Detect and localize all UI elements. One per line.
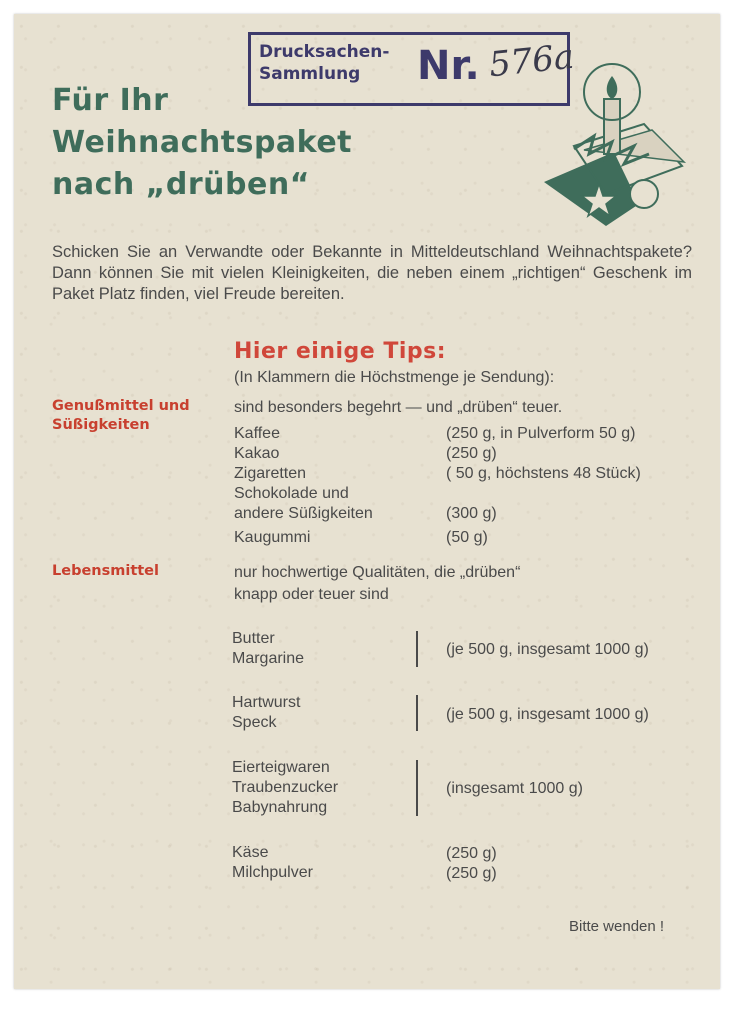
tips-title: Hier einige Tips: — [234, 339, 447, 364]
brace-icon — [416, 760, 428, 816]
headline-line-2: Weihnachtspaket — [52, 125, 352, 160]
brace-icon — [416, 695, 428, 731]
category-genussmittel-line2: Süßigkeiten — [52, 417, 150, 433]
stamp-nr: Nr. — [417, 43, 480, 89]
genuss-lead: sind besonders begehrt — und „drüben“ teuer. — [234, 399, 563, 416]
christmas-gift-illustration — [544, 54, 704, 229]
category-genussmittel — [52, 397, 190, 435]
lebensmittel-lead-line2: knapp oder teuer sind — [234, 586, 389, 603]
category-genussmittel-line1: Genußmittel und — [52, 398, 190, 414]
item-name: Hartwurst — [232, 694, 301, 711]
tips-subtitle: (In Klammern die Höchstmenge je Sendung): — [234, 369, 555, 386]
headline — [52, 80, 352, 206]
item-amount: (250 g) — [446, 865, 497, 882]
item-name: Traubenzucker — [232, 779, 339, 796]
stamp-handwritten-number: 576a — [487, 36, 577, 86]
stamp-label-line1: Drucksachen- — [259, 42, 390, 62]
stamp-label — [259, 41, 409, 85]
item-name: Käse — [232, 844, 269, 861]
item-amount: (250 g) — [446, 845, 497, 862]
stamp-label-line2: Sammlung — [259, 64, 361, 84]
leaflet-page — [14, 14, 720, 989]
item-amount: ( 50 g, höchstens 48 Stück) — [446, 465, 641, 482]
item-name: Kaffee — [234, 425, 280, 442]
item-name: Kakao — [234, 445, 280, 462]
item-amount: (je 500 g, insgesamt 1000 g) — [446, 641, 649, 658]
item-amount: (250 g, in Pulverform 50 g) — [446, 425, 636, 442]
item-name: Kaugummi — [234, 529, 311, 546]
item-name: Zigaretten — [234, 465, 307, 482]
item-name: Milchpulver — [232, 864, 313, 881]
item-amount: (250 g) — [446, 445, 497, 462]
item-name: Schokolade und — [234, 485, 349, 502]
item-name: Speck — [232, 714, 277, 731]
item-name: Margarine — [232, 650, 305, 667]
item-name: Butter — [232, 630, 275, 647]
item-amount: (300 g) — [446, 505, 497, 522]
item-amount: (je 500 g, insgesamt 1000 g) — [446, 706, 649, 723]
category-lebensmittel: Lebensmittel — [52, 563, 159, 579]
item-name: Eierteigwaren — [232, 759, 330, 776]
bauble-icon — [630, 180, 658, 208]
lebensmittel-lead-line1: nur hochwertige Qualitäten, die „drüben“ — [234, 564, 521, 581]
headline-line-1: Für Ihr — [52, 83, 169, 118]
brace-icon — [416, 631, 428, 667]
item-name: Babynahrung — [232, 799, 328, 816]
item-amount: (insgesamt 1000 g) — [446, 780, 583, 797]
item-name: andere Süßigkeiten — [234, 505, 373, 522]
item-amount: (50 g) — [446, 529, 488, 546]
intro-paragraph: Schicken Sie an Verwandte oder Bekannte in Mitteldeutschland Weihnachtspakete? Dann können Sie mit vielen Kleinigkeiten, die neben einem „richtigen“ Geschenk im Paket Platz finden, viel Freude bereiten. — [52, 243, 692, 303]
flame-icon — [607, 76, 618, 99]
footer-please-turn: Bitte wenden ! — [569, 918, 665, 935]
headline-line-3: nach „drüben“ — [52, 167, 310, 202]
